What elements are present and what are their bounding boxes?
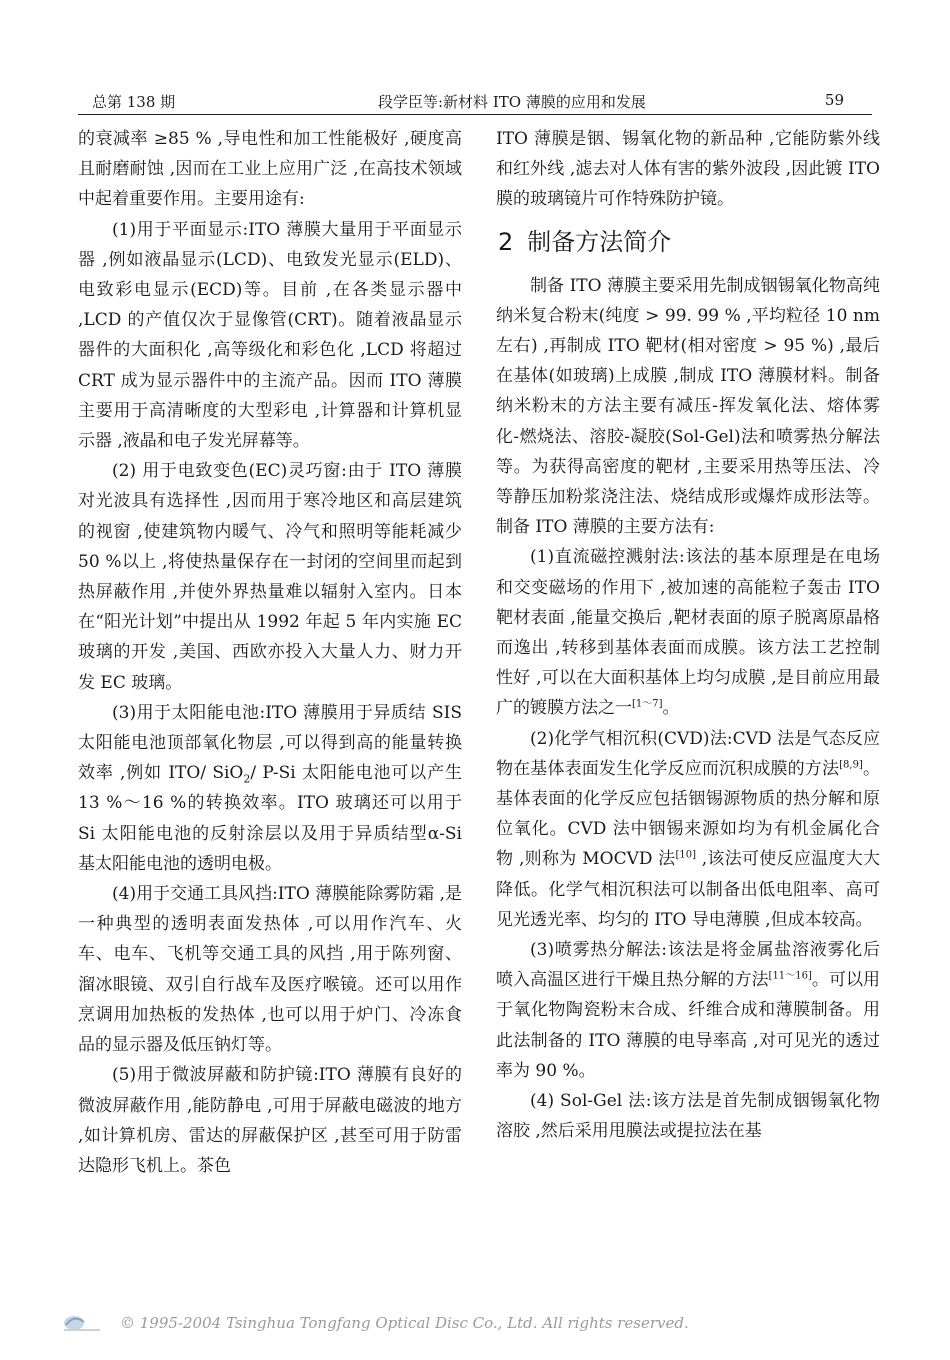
page-number: 59	[824, 91, 844, 109]
citation: [1～7]	[632, 698, 663, 710]
citation: [8,9]	[839, 759, 863, 771]
paragraph-solar-cell: (3)用于太阳能电池:ITO 薄膜用于异质结 SIS 太阳能电池顶部氧化物层 ,可以得到高的能量转换效率 ,例如 ITO/ SiO$_2$/ P-Si 太阳能电池可以产生 13 %～16 %的转换效率。ITO 玻璃还可以用于 Si 太阳能电池的反射涂层以及用于异质结型α-Si 基太阳能电池的透明电极。	[78, 702, 463, 874]
left-column	[78, 124, 462, 1181]
section-heading	[498, 225, 880, 259]
paragraph: ITO 薄膜是铟、锡氧化物的新品种 ,它能防紫外线和红外线 ,滤去对人体有害的紫外波段 ,因此镀 ITO 膜的玻璃镜片可作特殊防护镜。	[496, 129, 880, 210]
footer	[60, 1310, 890, 1338]
paragraph-spray-pyrolysis: (3)喷雾热分解法:该法是将金属盐溶液雾化后喷入高温区进行干燥且热分解的方法[11～16]。可以用于氧化物陶瓷粉末合成、纤维合成和薄膜制备。用此法制备的 ITO 薄膜的电导率高 ,对可见光的透过率为 90 %。	[496, 940, 881, 1081]
issue-number: 总第 138 期	[92, 93, 176, 111]
paragraph-overview: 制备 ITO 薄膜主要采用先制成铟锡氧化物高纯纳米复合粉末(纯度 > 99. 99 % ,平均粒径 10 nm 左右) ,再制成 ITO 靶材(相对密度 > 95 %) ,最后在基体(如玻璃)上成膜 ,制成 ITO 薄膜材料。制备纳米粉末的方法主要有减压-挥发氧化法、熔体雾化-燃烧法、溶胶-凝胶(Sol-Gel)法和喷雾热分解法等。为获得高密度的靶材 ,主要采用热等压法、冷等静压加粉浆浇注法、烧结成形或爆炸成形法等。制备 ITO 薄膜的主要方法有:	[496, 275, 880, 538]
paragraph-sputtering: (1)直流磁控溅射法:该法的基本原理是在电场和交变磁场的作用下 ,被加速的高能粒子轰击 ITO 靶材表面 ,能量交换后 ,靶材表面的原子脱离原晶格而逸出 ,转移到基体表面而成膜。该方法工艺控制性好 ,可以在大面积基体上均匀成膜 ,是目前应用最广的镀膜方法之一[1～7]。	[496, 547, 880, 719]
paragraph-windshield: (4)用于交通工具风挡:ITO 薄膜能除雾防霜 ,是一种典型的透明表面发热体 ,可以用作汽车、火车、电车、飞机等交通工具的风挡 ,用于陈列窗、溜冰眼镜、双引自行战车及医疗喉镜。还可以用作烹调用加热板的发热体 ,也可以用于炉门、冷冻食品的显示器及低压钠灯等。	[78, 884, 463, 1056]
copyright-notice: © 1995-2004 Tsinghua Tongfang Optical Disc Co., Ltd. All rights reserved.	[120, 1314, 689, 1332]
citation: [11～16]	[768, 970, 812, 982]
paragraph: 的衰减率 ≥85 % ,导电性和加工性能极好 ,硬度高且耐磨耐蚀 ,因而在工业上应用广泛 ,在高技术领域中起着重要作用。主要用途有:	[78, 129, 462, 210]
section-number: 2	[498, 227, 514, 256]
cnki-logo-icon	[60, 1312, 104, 1334]
paragraph-flat-display: (1)用于平面显示:ITO 薄膜大量用于平面显示器 ,例如液晶显示(LCD)、电致发光显示(ELD)、电致彩电显示(ECD)等。目前 ,在各类显示器中 ,LCD 的产值仅次于显像管(CRT)。随着液晶显示器件的大面积化 ,高等级化和彩色化 ,LCD 将超过 CRT 成为显示器件中的主流产品。因而 ITO 薄膜主要用于高清晰度的大型彩电 ,计算器和计算机显示器 ,液晶和电子发光屏幕等。	[78, 219, 462, 452]
paragraph-sol-gel: (4) Sol-Gel 法:该方法是首先制成铟锡氧化物溶胶 ,然后采用甩膜法或提拉法在基	[496, 1091, 880, 1142]
paragraph-smart-window: (2) 用于电致变色(EC)灵巧窗:由于 ITO 薄膜对光波具有选择性 ,因而用于寒冷地区和高层建筑的视窗 ,使建筑物内暖气、冷气和照明等能耗减少 50 %以上 ,将使热量保存在一封闭的空间里而起到热屏蔽作用 ,并使外界热量难以辐射入室内。日本在“阳光计划”中提出从 1992 年起 5 年内实施 EC 玻璃的开发 ,美国、西欧亦投入大量人力、财力开发 EC 玻璃。	[78, 461, 462, 693]
article-title: 段学臣等:新材料 ITO 薄膜的应用和发展	[378, 93, 646, 111]
citation: [10]	[675, 849, 697, 861]
section-title: 制备方法简介	[527, 227, 672, 256]
paragraph-cvd: (2)化学气相沉积(CVD)法:CVD 法是气态反应物在基体表面发生化学反应而沉积成膜的方法[8,9]。基体表面的化学反应包括铟锡源物质的热分解和原位氧化。CVD 法中铟锡来源如均为有机金属化合物 ,则称为 MOCVD 法[10] ,该法可使反应温度大大降低。化学气相沉积法可以制备出低电阻率、高可见光透光率、均匀的 ITO 导电薄膜 ,但成本较高。	[496, 728, 881, 930]
right-column	[496, 124, 880, 1147]
running-header	[78, 88, 872, 115]
paragraph-microwave-shield: (5)用于微波屏蔽和防护镜:ITO 薄膜有良好的微波屏蔽作用 ,能防静电 ,可用于屏蔽电磁波的地方 ,如计算机房、雷达的屏蔽保护区 ,甚至可用于防雷达隐形飞机上。茶色	[78, 1065, 462, 1176]
